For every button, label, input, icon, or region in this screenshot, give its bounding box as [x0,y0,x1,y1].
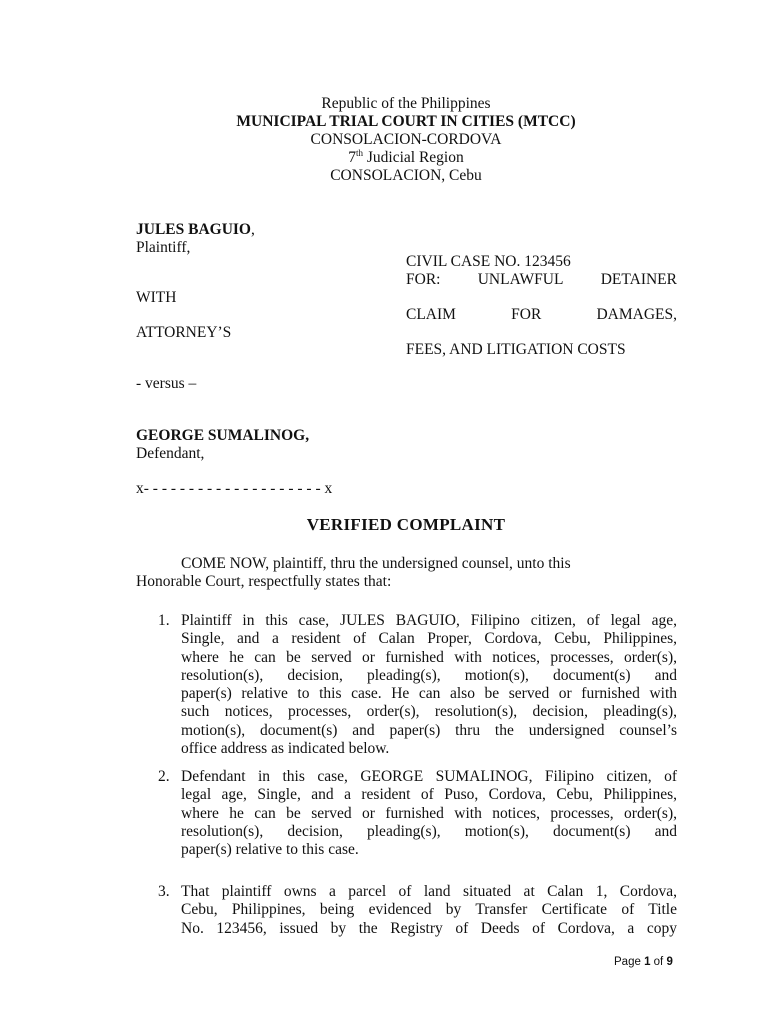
page-word: Page [614,956,645,968]
intro-line-1: COME NOW, plaintiff, thru the undersigned counsel, unto this [181,555,571,572]
paragraph-2-line: paper(s) relative to this case. [181,841,359,859]
paragraph-1-line: such notices, processes, order(s), resolution(s), decision, pleading(s), [181,703,677,721]
paragraph-2 [181,768,677,859]
case-number: CIVIL CASE NO. 123456 [406,253,571,270]
paragraph-2-line: resolution(s), decision, pleading(s), motion(s), document(s) and [181,822,677,840]
paragraph-2-line: legal age, Single, and a resident of Puso, Cordova, Cebu, Philippines, [181,786,677,804]
plaintiff-role: Plaintiff, [136,239,191,256]
page-total: 9 [666,956,673,968]
paragraph-3-number: 3. [158,883,170,900]
case-claim-word-3: DAMAGES, [596,306,677,323]
intro-line-2: Honorable Court, respectfully states that: [136,573,392,590]
header-city: CONSOLACION, Cebu [330,167,482,184]
case-for-word-1: FOR: [406,271,441,288]
plaintiff-name-comma: , [251,221,255,238]
plaintiff-name [136,221,255,239]
paragraph-1-line: paper(s) relative to this case. He can also be served or furnished with [181,685,677,703]
document-title: VERIFIED COMPLAINT [306,515,506,534]
paragraph-3-line: No. 123456, issued by the Registry of Deeds of Cordova, a copy [181,919,677,937]
caption-with: WITH [136,289,177,306]
plaintiff-name-text: JULES BAGUIO [136,221,251,238]
paragraph-1-line: office address as indicated below. [181,740,390,758]
paragraph-3 [181,883,677,938]
paragraph-1-line: where he can be served or furnished with notices, processes, order(s), [181,648,677,666]
case-fees-line: FEES, AND LITIGATION COSTS [406,341,626,358]
paragraph-2-number: 2. [158,768,170,785]
paragraph-2-line: where he can be served or furnished with notices, processes, order(s), [181,804,677,822]
caption-attorneys: ATTORNEY’S [136,324,232,341]
header-court-name: MUNICIPAL TRIAL COURT IN CITIES (MTCC) [236,113,576,130]
caption-versus: - versus – [136,375,197,392]
region-number: 7 [348,149,356,166]
paragraph-2-line: Defendant in this case, GEORGE SUMALINOG, Filipino citizen, of [181,768,677,785]
paragraph-3-line: Cebu, Philippines, being evidenced by Transfer Certificate of Title [181,901,677,919]
header-region [0,149,768,167]
paragraph-1-line: motion(s), document(s) and paper(s) thru the undersigned counsel’s [181,721,677,739]
case-for-word-3: DETAINER [600,271,677,288]
header-republic: Republic of the Philippines [321,95,491,112]
defendant-role: Defendant, [136,445,205,462]
paragraph-3-line: That plaintiff owns a parcel of land situated at Calan 1, Cordova, [181,883,677,900]
case-for-line [406,271,677,289]
case-claim-word-1: CLAIM [406,306,456,323]
paragraph-1 [181,612,677,758]
case-for-word-2: UNLAWFUL [477,271,564,288]
page-of-word: of [650,956,667,968]
caption-separator: x- - - - - - - - - - - - - - - - - - - - x [136,480,333,497]
paragraph-1-line: Plaintiff in this case, JULES BAGUIO, Filipino citizen, of legal age, [181,612,677,629]
paragraph-1-number: 1. [158,612,170,629]
header-branch: CONSOLACION-CORDOVA [310,131,502,148]
region-label: Judicial Region [363,149,464,166]
page-current: 1 [644,956,651,968]
paragraph-1-line: Single, and a resident of Calan Proper, Cordova, Cebu, Philippines, [181,630,677,648]
region-ordinal: th [355,148,363,158]
case-claim-word-2: FOR [511,306,542,323]
case-claim-line [406,306,677,324]
page-number [614,956,673,968]
paragraph-1-line: resolution(s), decision, pleading(s), motion(s), document(s) and [181,666,677,684]
defendant-name: GEORGE SUMALINOG, [136,427,310,444]
